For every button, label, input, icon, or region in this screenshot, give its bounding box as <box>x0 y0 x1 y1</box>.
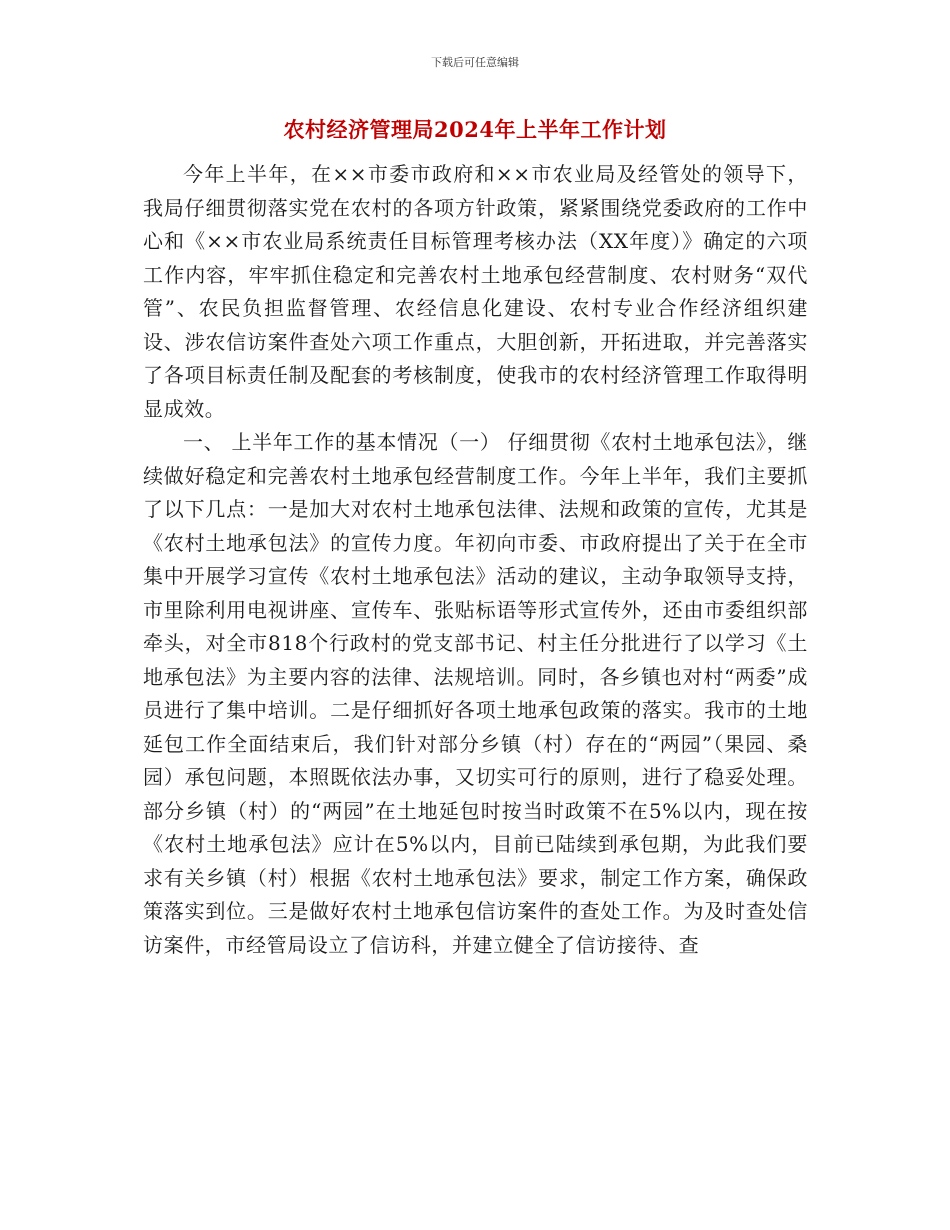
page-header-note: 下载后可任意编辑 <box>431 56 519 69</box>
document-body <box>143 158 808 962</box>
paragraph-intro: 今年上半年，在××市委市政府和××市农业局及经管处的领导下，我局仔细贯彻落实党在农村的各项方针政策，紧紧围绕党委政府的工作中心和《××市农业局系统责任目标管理考核办法（XX年度）》确定的六项工作内容，牢牢抓住稳定和完善农村土地承包经营制度、农村财务“双代管”、农民负担监督管理、农经信息化建设、农村专业合作经济组织建设、涉农信访案件查处六项工作重点，大胆创新，开拓进取，并完善落实了各项目标责任制及配套的考核制度，使我市的农村经济管理工作取得明显成效。 <box>143 162 808 421</box>
paragraph-section-one: 一、 上半年工作的基本情况（一） 仔细贯彻《农村土地承包法》，继续做好稳定和完善农村土地承包经营制度工作。今年上半年，我们主要抓了以下几点：一是加大对农村土地承包法律、法规和政策的宣传，尤其是《农村土地承包法》的宣传力度。年初向市委、市政府提出了关于在全市集中开展学习宣传《农村土地承包法》活动的建议，主动争取领导支持，市里除利用电视讲座、宣传车、张贴标语等形式宣传外，还由市委组织部牵头，对全市818个行政村的党支部书记、村主任分批进行了以学习《土地承包法》为主要内容的法律、法规培训。同时，各乡镇也对村“两委”成员进行了集中培训。二是仔细抓好各项土地承包政策的落实。我市的土地延包工作全面结束后，我们针对部分乡镇（村）存在的“两园”（果园、桑园）承包问题，本照既依法办事，又切实可行的原则，进行了稳妥处理。部分乡镇（村）的“两园”在土地延包时按当时政策不在5%以内，现在按《农村土地承包法》应计在5%以内，目前已陆续到承包期，为此我们要求有关乡镇（村）根据《农村土地承包法》要求，制定工作方案，确保政策落实到位。三是做好农村土地承包信访案件的查处工作。为及时查处信访案件，市经管局设立了信访科，并建立健全了信访接待、查 <box>143 430 808 957</box>
document-title: 农村经济管理局2024年上半年工作计划 <box>283 117 667 142</box>
